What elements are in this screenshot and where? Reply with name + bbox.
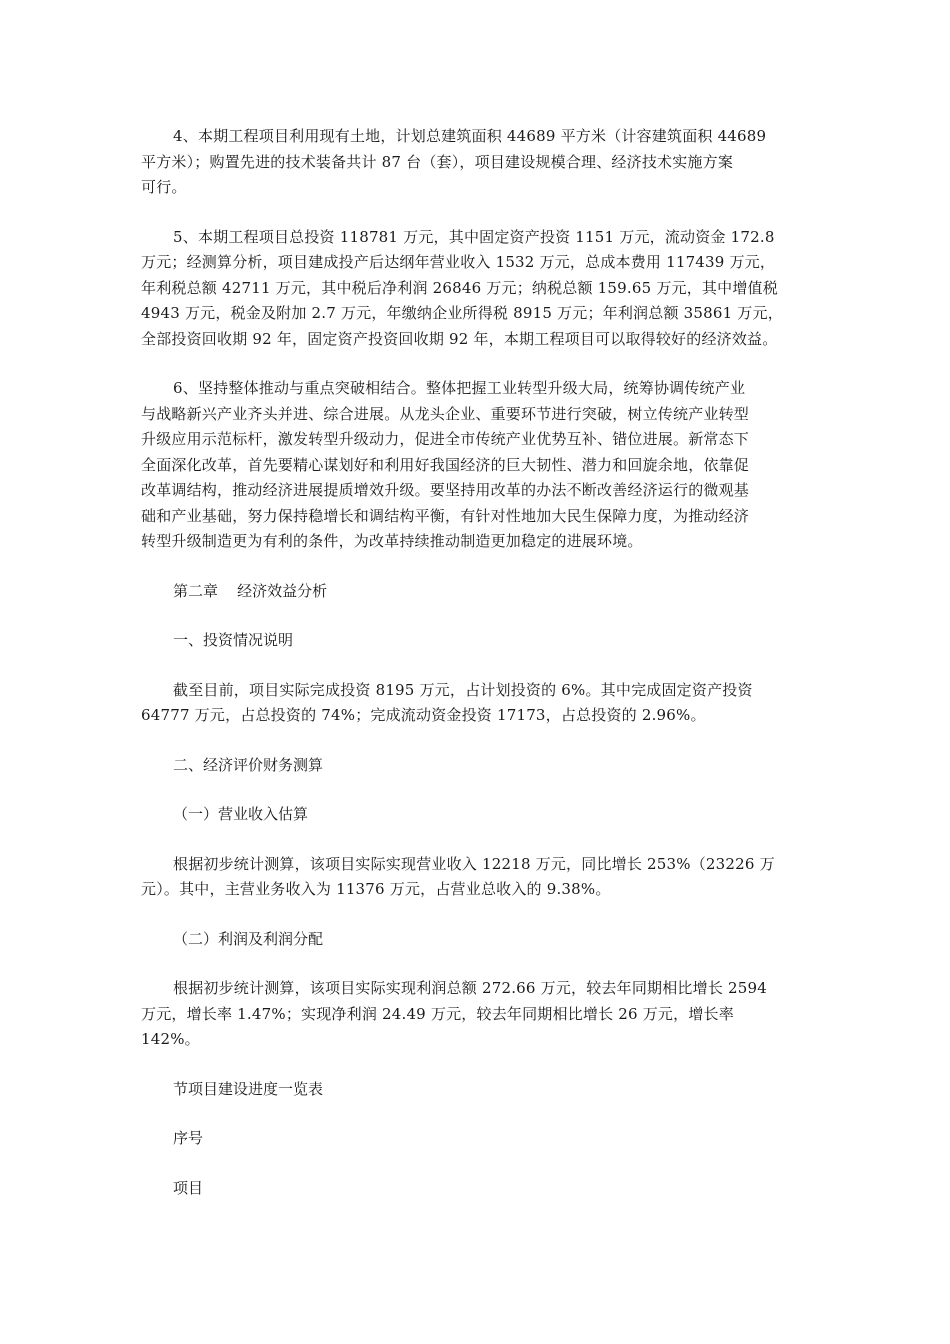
text-line: 64777 万元，占总投资的 74%；完成流动资金投资 17173，占总投资的 2.96%。 bbox=[141, 706, 706, 724]
document-page bbox=[141, 124, 813, 1225]
text-line: 4、本期工程项目利用现有土地，计划总建筑面积 44689 平方米（计容建筑面积 44689 bbox=[173, 127, 767, 145]
text-line: 全面深化改革，首先要精心谋划好和利用好我国经济的巨大韧性、潜力和回旋余地，依靠促 bbox=[141, 455, 750, 474]
text-line: 可行。 bbox=[141, 178, 187, 196]
table-title: 节项目建设进度一览表 bbox=[173, 1079, 324, 1098]
text-line: 根据初步统计测算，该项目实际实现营业收入 12218 万元，同比增长 253%（23226 万 bbox=[173, 854, 775, 873]
text-line: 142%。 bbox=[141, 1030, 200, 1048]
text-line: 转型升级制造更为有利的条件，为改革持续推动制造更加稳定的进展环境。 bbox=[141, 532, 643, 550]
text-line: 础和产业基础，努力保持稳增长和调结构平衡，有针对性地加大民生保障力度，为推动经济 bbox=[141, 506, 750, 525]
text-line: 根据初步统计测算，该项目实际实现利润总额 272.66 万元，较去年同期相比增长 2594 bbox=[173, 979, 767, 997]
paragraph-item-4 bbox=[141, 124, 813, 201]
text-line: 5、本期工程项目总投资 118781 万元，其中固定资产投资 1151 万元，流动资金 172.8 bbox=[173, 227, 775, 246]
subsection-heading-profit: （二）利润及利润分配 bbox=[173, 929, 324, 948]
text-line: 元）。其中，主营业务收入为 11376 万元，占营业总收入的 9.38%。 bbox=[141, 880, 611, 898]
text-line: 升级应用示范标杆，激发转型升级动力，促进全市传统产业优势互补、错位进展。新常态下 bbox=[141, 430, 750, 448]
text-line: 6、坚持整体推动与重点突破相结合。整体把握工业转型升级大局，统筹协调传统产业 bbox=[173, 379, 746, 397]
text-line: 万元；经测算分析，项目建成投产后达纲年营业收入 1532 万元，总成本费用 117439 万元， bbox=[141, 253, 776, 271]
text-line: 年利税总额 42711 万元，其中税后净利润 26846 万元；纳税总额 159.65 万元，其中增值税 bbox=[141, 278, 778, 297]
paragraph-item-6 bbox=[141, 376, 813, 555]
table-column-item: 项目 bbox=[173, 1178, 204, 1197]
section-heading-investment: 一、投资情况说明 bbox=[173, 631, 294, 649]
paragraph-revenue bbox=[141, 852, 813, 903]
chapter-heading: 第二章 经济效益分析 bbox=[173, 581, 328, 600]
table-column-number: 序号 bbox=[173, 1129, 204, 1147]
paragraph-profit bbox=[141, 976, 813, 1053]
section-heading-evaluation: 二、经济评价财务测算 bbox=[173, 755, 324, 774]
text-line: 与战略新兴产业齐头并进、综合进展。从龙头企业、重要环节进行突破，树立传统产业转型 bbox=[141, 404, 750, 423]
paragraph-item-5 bbox=[141, 225, 813, 353]
text-line: 平方米）；购置先进的技术装备共计 87 台（套），项目建设规模合理、经济技术实施方案 bbox=[141, 152, 734, 171]
paragraph-investment bbox=[141, 678, 813, 729]
text-line: 万元，增长率 1.47%；实现净利润 24.49 万元，较去年同期相比增长 26 万元，增长率 bbox=[141, 1004, 734, 1023]
text-line: 全部投资回收期 92 年，固定资产投资回收期 92 年，本期工程项目可以取得较好的经济效益。 bbox=[141, 329, 778, 348]
text-line: 改革调结构，推动经济进展提质增效升级。要坚持用改革的办法不断改善经济运行的微观基 bbox=[141, 481, 750, 499]
subsection-heading-revenue: （一）营业收入估算 bbox=[173, 805, 309, 823]
text-line: 截至目前，项目实际完成投资 8195 万元，占计划投资的 6%。其中完成固定资产投资 bbox=[173, 680, 753, 699]
text-line: 4943 万元，税金及附加 2.7 万元，年缴纳企业所得税 8915 万元；年利润总额 35861 万元， bbox=[141, 304, 783, 322]
